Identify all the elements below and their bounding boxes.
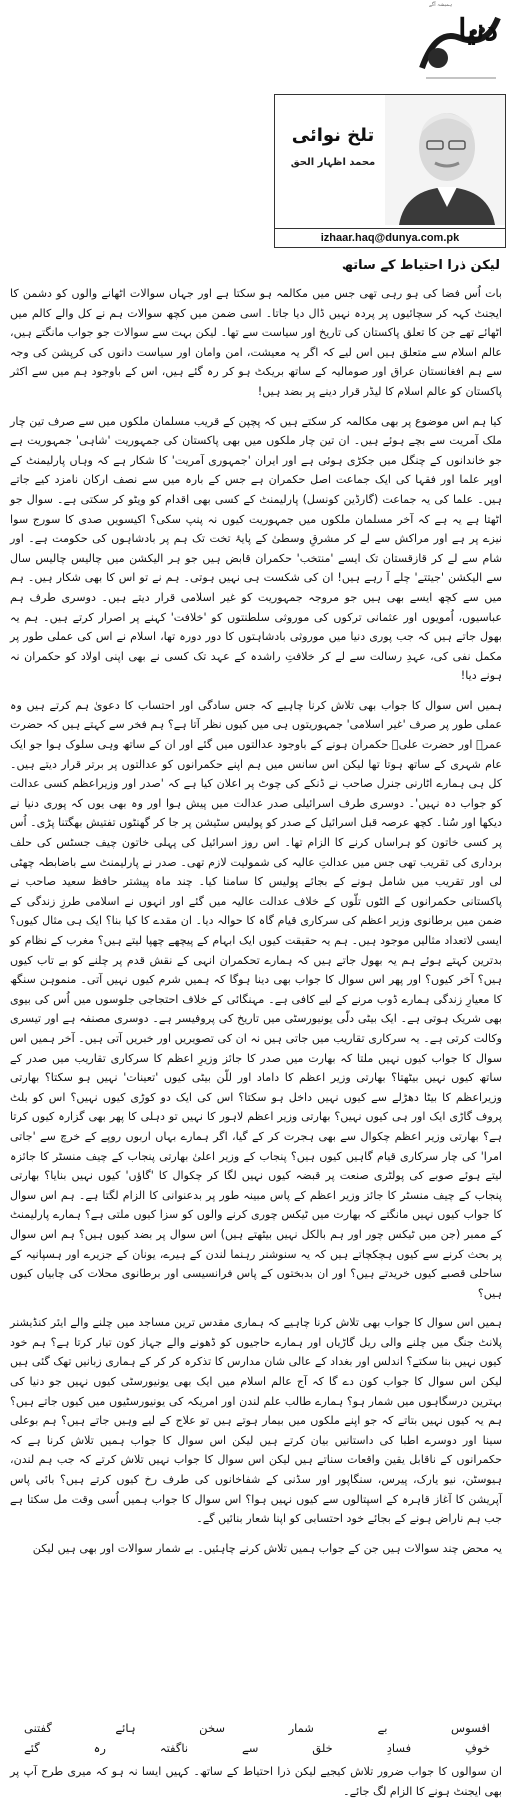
article-body	[10, 284, 502, 1568]
poetry-couplet	[24, 1718, 490, 1758]
author-box	[274, 94, 506, 248]
author-email[interactable]: izhaar.haq@dunya.com.pk	[275, 228, 505, 247]
couplet-intro: یہ محض چند سوالات ہیں جن کے جواب ہمیں تلاش کرنے چاہئیں۔ بے شمار سوالات اور بھی ہیں لیکن	[32, 1541, 502, 1555]
article-paragraph: بات اُس فضا کی ہو رہی تھی جس میں مکالمہ ہو سکتا ہے اور جہاں سوالات اٹھانے والوں کو دشمن کا ایجنٹ کہہ کر سچائیوں پر پردہ نہیں ڈال دیا جاتا۔ اسی ضمن میں کچھ سوالات ہم نے کل والے کالم میں اٹھائے تھے جن کا تعلق پاکستان کی تاریخ اور سیاست سے تھا۔ لیکن بہت سے سوالات جو جواب مانگتے ہیں، عالم اسلام سے متعلق ہیں اس لیے کہ اگر یہ معیشت، امن وامان اور سیاست دانوں کی کرپشن کی وجہ سے ہم افغانستان عراق اور صومالیہ کے ساتھ بریکٹ ہو کر رہ گئے ہیں، اس کے باوجود ہم میں سے اکثر پاکستان کو عالم اسلام کا لیڈر قرار دینے پر بضد ہیں!	[10, 287, 502, 398]
column-title: تلخ نوائی	[291, 125, 375, 146]
couplet-line-2: خوفِ فسادِ خلق سے ناگفتہ رہ گئے	[24, 1741, 490, 1755]
masthead	[412, 0, 512, 86]
brand-wordmark: دنیا	[458, 13, 498, 48]
article-paragraph: ہمیں اس سوال کا جواب بھی تلاش کرنا چاہیے کہ ہماری مقدس ترین مساجد میں چلنے والے ایئر کنڈیشنر پلانٹ جنگ میں چلنے والی ریل گاڑیاں اور ہمارے حاجیوں کو ڈھونے والے جہاز کون تیار کرتا ہے؟ ہم خود کیوں نہیں بنا سکتے؟ اندلس اور بغداد کے عالی شان مدارس کا تذکرہ کر کر کے ہماری زبانیں تھک گئی ہیں لیکن اس سوال کا جواب کون دے گا کہ آج عالم اسلام میں ایک بھی یونیورسٹی کیوں نہیں جو دنیا کی بہترین درسگاہوں میں شمار ہو؟ ہمارے طالب علم لندن اور امریکہ کی یونیورسٹیوں میں کیوں جاتے ہیں؟ ہم یہ کیوں نہیں بتاتے کہ جو اپنے ملکوں میں بیمار ہوتے ہیں تو علاج کے لیے وہیں جاتے ہیں؟ ہم بوعلی سینا اور دوسرے اطبا کی داستانیں بیان کرتے ہیں لیکن اس سوال کا جواب ہمیں تلاش کرنا ہے کہ حکمرانوں کے ناقابل یقین واقعات سناتے ہیں لیکن اس سوال کا جواب نہیں تلاش کرتے کہ جب ہم لندن، ہیوسٹن، نیو یارک، پیرس، سنگاپور اور سڈنی کے شفاخانوں کی طرف رخ کیوں کرتے ہیں؟ بائی پاس آپریشن کا آغاز قاہرہ کے اسپتالوں سے کیوں نہیں ہوا؟ اس سوال کا جواب ہمیں اُسی وقت مل سکتا ہے جب ہم ناراض ہونے کے بجائے خود احتسابی کو اپنا شعار بنائیں گے۔	[10, 1316, 502, 1526]
author-name: محمد اظہار الحق	[290, 157, 376, 168]
article-paragraph: کیا ہم اس موضوع پر بھی مکالمہ کر سکتے ہیں کہ پچپن کے قریب مسلمان ملکوں میں سے صرف تین چار ملک آمریت سے بچے ہوئے ہیں۔ ان تین چار ملکوں میں بھی پاکستان کی جمہوریت 'شاہی' جمہوریت ہے جو خاندانوں کے چنگل میں جکڑی ہوئی ہے اور ایران 'جمہوری آمریت' کا شکار ہے کہ وہاں پارلیمنٹ کے اوپر علما اور فقہا کی ایک جماعت اصل حکمران ہے جس کے بارہ میں سے نصف ارکان نامزد کیے جاتے ہیں۔ علما کی یہ جماعت (گارڈین کونسل) پارلیمنٹ کے کسی بھی اقدام کو ویٹو کر سکتی ہے۔ سوال جو اٹھتا ہے یہ ہے کہ آخر مسلمان ملکوں میں جمہوریت کیوں نہ پنپ سکی؟ اکیسویں صدی کا سورج سوا نیزے پر ہے اور مراکش سے لے کر مشرقِ وسطیٰ کے پایۂ تخت تک ہم پر بادشاہوں کی حکومت ہے۔ اور شام سے لے کر قازقستان تک ایسے 'منتخب' حکمران قابض ہیں جو ہر الیکشن میں چالیس چالیس سال سے الیکشن 'جیتتے' چلے آ رہے ہیں! ان کی شکست ہی نہیں ہوتی۔ ہم نے تو اس کا بھی شکار ہیں۔ ہم میں سے کچھ ایسے بھی ہیں جو مروجہ جمہوریت کو غیر اسلامی قرار دیتے ہیں۔ دوسری طرف ہم عباسیوں، اُمویوں اور عثمانی ترکوں کی موروثی سلطنتوں کو 'خلافت' کہنے پر اصرار کرتے ہیں۔ ہم یہ بھول جاتے ہیں کہ جب پوری دنیا میں موروثی بادشاہتوں کا دور دورہ تھا، اسلام نے اس کی عملی طور پر مکمل نفی کی، عہدِ رسالت سے لے کر خلافتِ راشدہ کے عہد تک کسی نے بھی اپنی اولاد کو حکمران نہ ہونے دیا!	[10, 414, 502, 683]
article-headline: لیکن ذرا احتیاط کے ساتھ	[341, 258, 500, 273]
author-portrait-icon	[385, 95, 505, 225]
couplet-line-1: افسوس بے شمار سخن ہائے گفتنی	[24, 1721, 490, 1735]
article-paragraph: ہمیں اس سوال کا جواب بھی تلاش کرنا چاہیے کہ جس سادگی اور احتساب کا دعویٰ ہم کرتے ہیں وہ عملی طور پر صرف 'غیر اسلامی' جمہوریتوں ہی میں کیوں نظر آتا ہے؟ ہم فخر سے کہتے ہیں کہ حضرت عمرؓ اور حضرت علیؓ حکمران ہونے کے باوجود عدالتوں میں گئے اور ان کے ساتھ وہی سلوک ہوا جو ایک عام شہری کے ساتھ ہوتا تھا لیکن اس سانس میں ہم اپنے حکمرانوں کو عدالتوں پر برتر قرار دیتے ہیں۔ کل ہی ہمارے اٹارنی جنرل صاحب نے ڈنکے کی چوٹ پر اعلان کیا ہے کہ 'صدر اور وزیراعظم کسی عدالت کو جواب دہ نہیں'۔ دوسری طرف اسرائیلی صدر عدالت میں پیش ہوا اور وہ بھی یوں کہ پوری دنیا نے دیکھا اور سُنا۔ کچھ عرصہ قبل اسرائیل کے صدر کو پولیس سٹیشن پر جا کر گھنٹوں تفتیش بھگتنا پڑی۔ اُس پر کسی خاتون کو ہراساں کرنے کا الزام تھا۔ اس روز اسرائیل کی پہلی خاتون چیف جسٹس کی حلف برداری کی تقریب تھی جس میں عدالتِ عالیہ کی شمولیت لازم تھی۔ صدر نے پارلیمنٹ سے باضابطہ چھٹی لی اور تقریب میں شامل ہونے کے بجائے پولیس کا سامنا کیا۔ چند ماہ پیشتر حافظ سعید صاحب نے پاکستانی حکمرانوں کے الٹوں تلّوں کے خلاف عدالت عالیہ میں گئے اور انہوں نے اسلامی طرزِ زندگی کے ضمن میں برطانوی وزیر اعظم کی سرکاری قیام گاہ کا حوالہ دیا۔ ان مقدے کا کیا بنا؟ ایک ہی مثال کیوں؟ ایسی لاتعداد مثالیں موجود ہیں۔ ہم یہ حقیقت کیوں ایک ابہام کے پیچھے چھپا لیتے ہیں؟ مغرب کے نظام کو بدترین کہتے ہوئے ہم یہ بھول جاتے ہیں کہ ہمارے تحکمران انہی کے نقش قدم پر چلنے کو بے تاب کیوں ہیں؟ آخر کیوں؟ اور پھر اس سوال کا جواب بھی دینا ہوگا کہ ہمیں شرم کیوں نہیں آتی۔ منموہن سنگھ کا معیارِ زندگی ہمارے ڈوب مرنے کے لیے کافی ہے۔ مہنگائی کے خلاف احتجاجی جلوسوں میں اُس کی بیوی بھی شریک ہوتی ہے۔ ایک بیٹی دلّی یونیورسٹی میں تاریخ کی پروفیسر ہے۔ دوسری مصنفہ ہے اور تیسری وکالت کرتی ہے۔ یہ سرکاری تقاریب میں جاتی ہیں نہ ان کی تصویریں اور خبریں آتی ہیں۔ آخر ہمیں اس سوال کا جواب کیوں نہیں ملتا کہ بھارت میں صدر کا جائز وزیرِ اعظم کا سرکاری تقاریب میں صدر کے ساتھ کیوں نہیں بیٹھتا؟ بھارتی وزیر اعظم کا داماد اور للّن بیٹی کیوں 'تعینات' نہیں ہو سکتا؟ بھارتی وزیراعظم کا بیٹا دھڑلے سے کیوں نہیں داخل ہو سکتا؟ اس کی ایک دو کوڑی کیوں نہیں؟ اس کو بلٹ پروف گاڑی ایک اور ہی کیوں نہیں؟ بھارتی وزیر اعظم لاہور کا نہیں تو دہلی کا پھر بھی گزارہ کیوں کرتا ہے؟ بھارتی وزیر اعظم چکوال سے بھی ہجرت کر کے گیا، اگر ہمارے بہاں اربوں روپے کے خرچ سے 'جاتی امرا' کی چار سرکاری قیام گاہیں کیوں ہیں؟ پنجاب کے وزیر اعلیٰ بھارتی پنجاب کے چیف منسٹر کا جائزہ لیتے ہوئے صوبے کی پولٹری صنعت پر قبضہ کیوں نہیں لگا کر چکوال کا 'گاؤں' کیوں نہیں بنایا؟ بھارتی پنجاب کے چیف منسٹر کا جائز وزیر اعظم کے پاس مبینہ طور پر بدعنوانی کا الزام لگتا ہے۔ ہم اس سوال کا جواب کیوں نہیں مانگتے کہ بھارت میں ٹیکس چوری کرنے والوں کو سزا کیوں ملتی ہے؟ ہمارے پارلیمنٹ کے ممبر (جن میں ٹیکس چور اور ہم بالکل نہیں بیٹھتے ہیں) اس سوال پر بضد کیوں ہیں؟ ہم اس سوال پر بحث کرنے سے کیوں ہچکچاتے ہیں کہ یہ سنوشنر رہنما لندن کے ہیرے، یونان کے جزیرے اور ہسپانیہ کے ساحلی قصبے کیوں خریدتے ہیں؟ اور ان بدبختوں کے پاس فرانسیسی اور برطانوی محلات کی چابیاں کیوں ہیں؟	[10, 698, 502, 1300]
brand-tagline: ہمیشہ آگے	[428, 2, 452, 8]
closing-paragraph: ان سوالوں کا جواب ضرور تلاش کیجیے لیکن ذرا احتیاط کے ساتھ۔ کہیں ایسا نہ ہو کہ میری طرح آپ پر بھی ایجنٹ ہونے کا الزام لگ جائے۔	[10, 1765, 502, 1798]
